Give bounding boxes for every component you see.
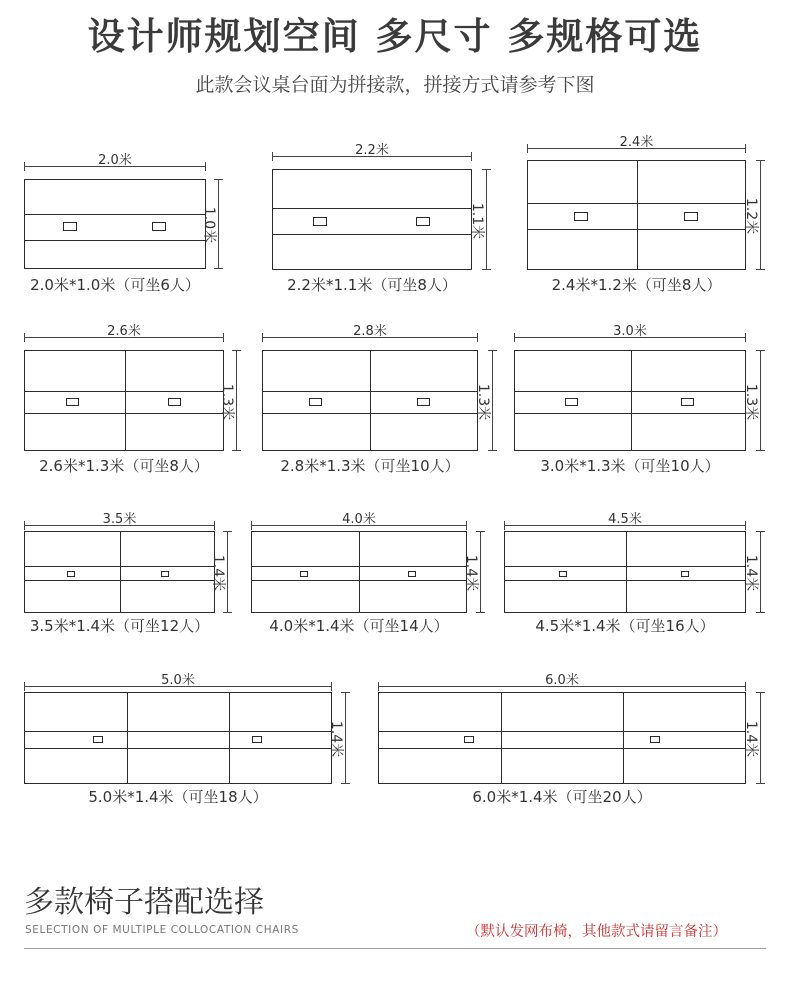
height-label: 1.3米 xyxy=(743,383,759,420)
splice-line-horizontal xyxy=(273,234,471,235)
size-caption: 5.0米*1.4米（可坐18人） xyxy=(88,788,268,806)
power-socket-icon xyxy=(161,571,169,577)
splice-line-vertical xyxy=(370,351,371,450)
splice-line-vertical xyxy=(120,532,121,612)
height-label: 1.4米 xyxy=(210,554,226,592)
width-label: 4.5米 xyxy=(608,512,642,527)
splice-line-horizontal xyxy=(379,731,745,732)
size-caption: 2.4米*1.2米（可坐8人） xyxy=(551,276,722,294)
splice-line-vertical xyxy=(626,532,627,612)
table-diagram xyxy=(504,531,746,613)
width-label: 6.0米 xyxy=(545,673,579,688)
power-socket-icon xyxy=(565,398,578,406)
table-diagram xyxy=(251,531,467,613)
splice-line-horizontal xyxy=(379,748,745,749)
splice-line-horizontal xyxy=(273,208,471,209)
width-label: 2.4米 xyxy=(619,135,654,150)
power-socket-icon xyxy=(464,736,474,743)
section-divider xyxy=(24,948,766,949)
size-caption: 3.5米*1.4米（可坐12人） xyxy=(29,617,210,635)
splice-line-vertical xyxy=(623,693,624,783)
width-label: 2.2米 xyxy=(355,143,389,158)
power-socket-icon xyxy=(650,736,660,743)
power-socket-icon xyxy=(300,571,308,577)
power-socket-icon xyxy=(681,398,694,406)
width-label: 3.0米 xyxy=(613,324,647,339)
height-label: 1.4米 xyxy=(743,720,759,758)
splice-line-horizontal xyxy=(515,391,745,392)
width-label: 2.0米 xyxy=(98,153,132,168)
power-socket-icon xyxy=(313,217,327,226)
power-socket-icon xyxy=(416,217,430,226)
power-socket-icon xyxy=(574,212,588,221)
power-socket-icon xyxy=(681,571,689,577)
splice-line-vertical xyxy=(359,532,360,612)
power-socket-icon xyxy=(408,571,416,577)
power-socket-icon xyxy=(152,222,166,231)
size-caption: 2.2米*1.1米（可坐8人） xyxy=(287,276,457,294)
size-caption: 3.0米*1.3米（可坐10人） xyxy=(540,457,720,475)
width-label: 2.6米 xyxy=(107,324,141,339)
splice-line-horizontal xyxy=(505,566,745,567)
power-socket-icon xyxy=(309,398,322,406)
table-diagram xyxy=(24,692,332,784)
size-caption: 2.0米*1.0米（可坐6人） xyxy=(30,276,200,294)
size-caption: 2.6米*1.3米（可坐8人） xyxy=(39,457,209,475)
size-caption: 4.0米*1.4米（可坐14人） xyxy=(269,617,449,635)
power-socket-icon xyxy=(66,398,79,406)
splice-line-vertical xyxy=(229,693,230,783)
splice-line-horizontal xyxy=(25,391,223,392)
power-socket-icon xyxy=(67,571,75,577)
size-caption: 2.8米*1.3米（可坐10人） xyxy=(280,457,460,475)
width-label: 3.5米 xyxy=(102,512,137,527)
width-label: 2.8米 xyxy=(353,324,387,339)
table-diagram xyxy=(24,179,206,269)
splice-line-horizontal xyxy=(25,214,205,215)
power-socket-icon xyxy=(93,736,103,743)
height-label: 1.2米 xyxy=(743,197,759,235)
chairs-section-title: 多款椅子搭配选择 xyxy=(24,885,264,920)
splice-line-vertical xyxy=(127,693,128,783)
height-label: 1.4米 xyxy=(463,554,479,592)
chairs-default-note: （默认发网布椅，其他款式请留言备注） xyxy=(466,924,727,940)
table-diagram xyxy=(514,350,746,451)
splice-line-horizontal xyxy=(25,413,223,414)
splice-line-horizontal xyxy=(505,580,745,581)
page-title: 设计师规划空间 多尺寸 多规格可选 xyxy=(87,15,703,58)
table-diagram xyxy=(262,350,478,451)
splice-line-horizontal xyxy=(25,240,205,241)
splice-line-vertical xyxy=(631,351,632,450)
width-label: 5.0米 xyxy=(161,673,195,688)
height-label: 1.1米 xyxy=(469,202,485,239)
size-caption: 6.0米*1.4米（可坐20人） xyxy=(472,788,652,806)
power-socket-icon xyxy=(63,222,77,231)
height-label: 1.3米 xyxy=(475,383,491,420)
table-diagram xyxy=(24,350,224,451)
table-diagram xyxy=(527,160,746,270)
table-diagram xyxy=(24,531,215,613)
splice-line-horizontal xyxy=(25,731,331,732)
splice-line-horizontal xyxy=(25,748,331,749)
power-socket-icon xyxy=(168,398,181,406)
table-diagram xyxy=(272,169,472,270)
power-socket-icon xyxy=(559,571,567,577)
height-label: 1.3米 xyxy=(219,383,235,420)
splice-line-horizontal xyxy=(515,413,745,414)
splice-line-vertical xyxy=(637,161,638,269)
power-socket-icon xyxy=(252,736,262,743)
size-caption: 4.5米*1.4米（可坐16人） xyxy=(535,617,715,635)
chairs-section-subtitle: SELECTION OF MULTIPLE COLLOCATION CHAIRS xyxy=(25,924,299,936)
power-socket-icon xyxy=(417,398,430,406)
page-subtitle: 此款会议桌台面为拼接款，拼接方式请参考下图 xyxy=(195,74,595,96)
width-label: 4.0米 xyxy=(342,512,376,527)
splice-line-vertical xyxy=(125,351,126,450)
splice-line-vertical xyxy=(501,693,502,783)
power-socket-icon xyxy=(684,212,698,221)
height-label: 1.0米 xyxy=(201,206,217,244)
height-label: 1.4米 xyxy=(743,554,759,592)
table-diagram xyxy=(378,692,746,784)
height-label: 1.4米 xyxy=(328,720,344,758)
